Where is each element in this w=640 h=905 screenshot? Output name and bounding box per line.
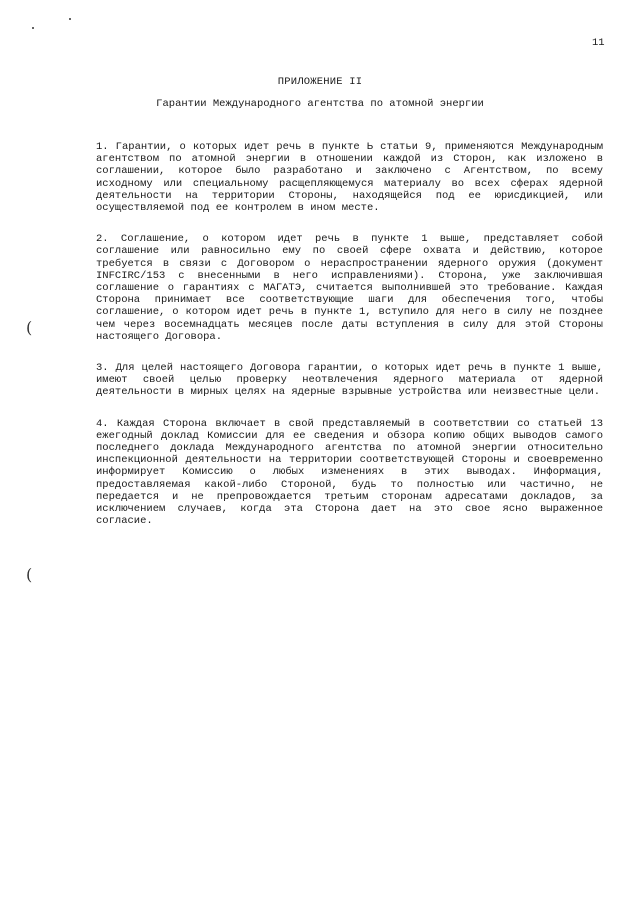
paragraph-2: 2. Соглашение, о котором идет речь в пункте 1 выше, представляет собой соглашение или равносильно ему по своей сфере охвата и действию, которое требуется в связи с Договором о нераспространении ядерного оружия (документ INFCIRC/153 с внесенными в него исправлениями). Сторона, уже заключившая соглашение о гарантиях с МАГАТЭ, считается выполнившей это требование. Каждая Сторона принимает все соответствующие шаги для обеспечения того, чтобы соглашение, о котором идет речь в пункте 1, вступило для него в силу не позднее чем через восемнадцать месяцев после даты вступления в силу для этой Стороны настоящего Договора. <box>96 233 603 343</box>
appendix-title: ПРИЛОЖЕНИЕ II <box>277 76 363 88</box>
scan-speck <box>69 18 71 20</box>
paragraph-3: 3. Для целей настоящего Договора гарантии, о которых идет речь в пункте 1 выше, имеют своей целью проверку неотвлечения ядерного материала от ядерной деятельности в мирных целях на ядерные взрывные устройства или неизвестные цели. <box>96 362 603 399</box>
paragraph-4: 4. Каждая Сторона включает в свой представляемый в соответствии со статьей 13 ежегодный доклад Комиссии для ее сведения и обзора копию общих выводов самого последнего доклада Международного агентства по атомной энергии относительно инспекционной деятельности на территории соответствующей Стороны и своевременно информирует Комиссию о любых изменениях в этих выводах. Информация, предоставляемая какой-либо Стороной, будь то полностью или частично, не передается и не препровождается третьим сторонам адресатами докладов, за исключением случаев, когда эта Сторона дает на это свое ясно выраженное согласие. <box>96 417 603 528</box>
document-subtitle: Гарантии Международного агентства по атомной энергии <box>156 98 484 110</box>
scan-speck <box>32 27 34 29</box>
hole-punch-mark: ( <box>26 565 33 584</box>
hole-punch-mark: ( <box>26 318 33 337</box>
body-text <box>96 141 603 546</box>
page-number: 11 <box>592 37 605 49</box>
paragraph-1: 1. Гарантии, о которых идет речь в пункте Ь статьи 9, применяются Международным агентством по атомной энергии в отношении каждой из Сторон, как изложено в соглашении, которое было разработано и заключено с Агентством, по всему исходному или специальному расщепляющемуся материалу во всех сферах ядерной деятельности на территории Стороны, находящейся под ее юрисдикцией, или осуществляемой под ее контролем в ином месте. <box>96 141 603 215</box>
